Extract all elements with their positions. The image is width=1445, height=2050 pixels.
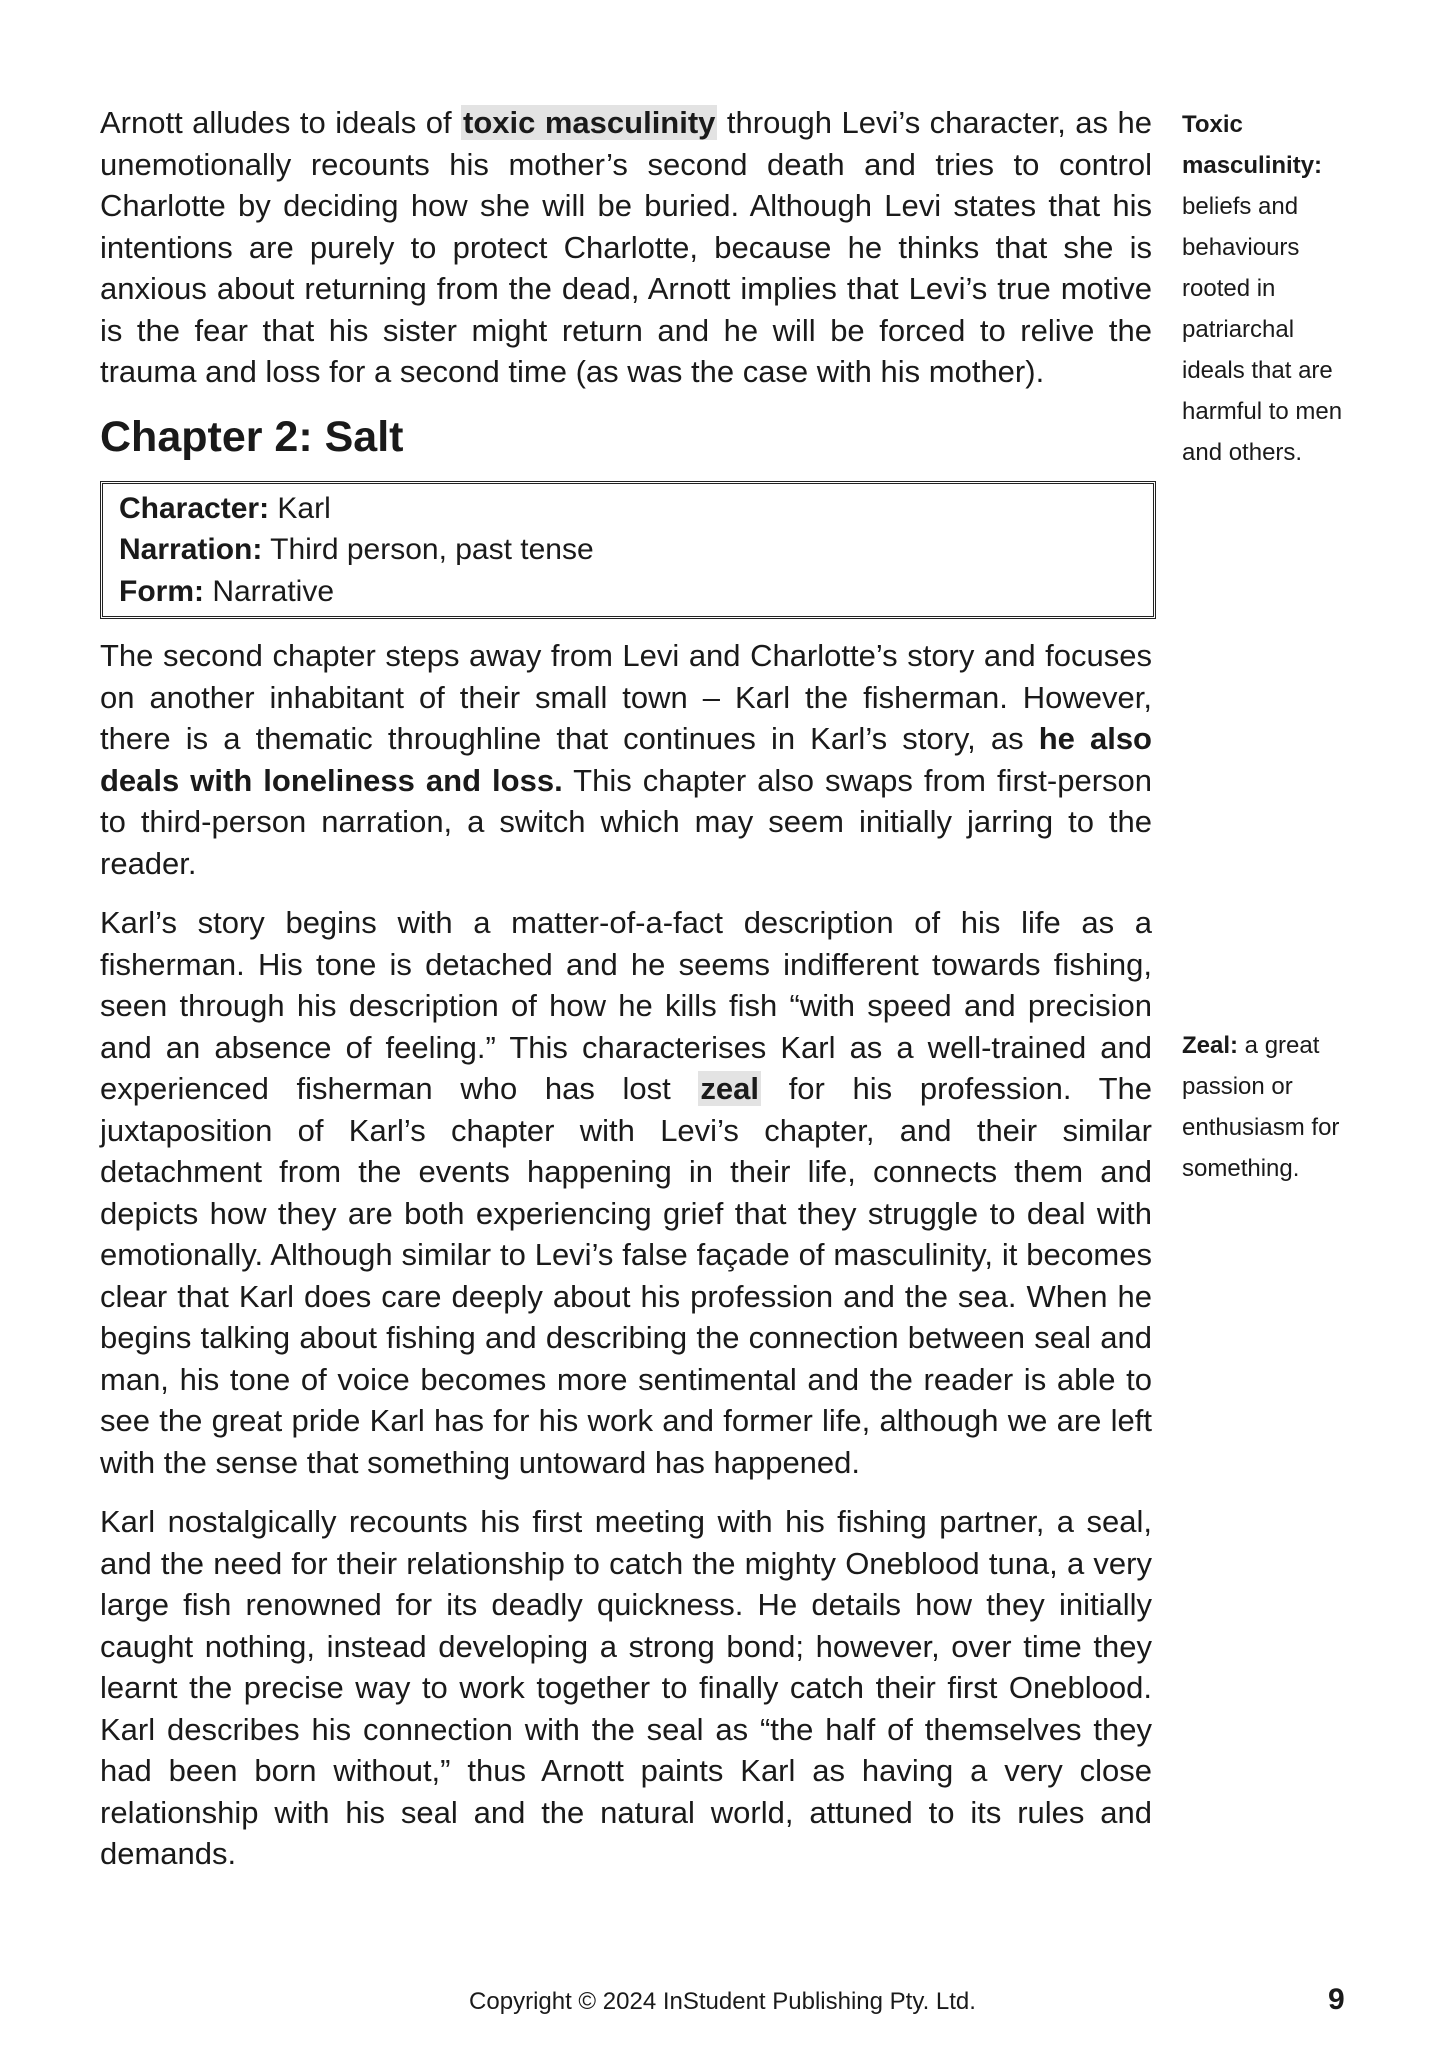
sidenote-zeal: [1182, 1025, 1357, 1189]
info-character: [119, 488, 1137, 530]
sidenote2-definition: a great passion or enthusiasm for something.: [1182, 1032, 1340, 1182]
main-column: [100, 102, 1152, 1893]
para1-after: through Levi’s character, as he unemotionally recounts his mother’s second death and tries to control Charlotte by deciding how she will be buried. Although Levi states that his intentions are purely to protect Charlotte, because he thinks that she is anxious about returning from the dead, Arnott implies that Levi’s true motive is the fear that his sister might return and he will be forced to relive the trauma and loss for a second time (as was the case with his mother).: [100, 105, 1152, 389]
paragraph-karl-story: [100, 902, 1152, 1483]
term-zeal: zeal: [700, 1071, 760, 1106]
term-toxic-masculinity: toxic masculinity: [463, 105, 716, 140]
info-form: [119, 571, 1137, 613]
paragraph-chapter-intro: [100, 635, 1152, 884]
character-value: Karl: [269, 491, 331, 525]
form-value: Narrative: [204, 574, 335, 608]
character-label: Character:: [119, 491, 270, 525]
page-number: 9: [1328, 1983, 1345, 2016]
copyright-footer: Copyright © 2024 InStudent Publishing Pty. Ltd.: [469, 1988, 976, 2015]
para2-before: The second chapter steps away from Levi and Charlotte’s story and focuses on another inhabitant of their small town – Karl the fisherman. However, there is a thematic throughline that continues in Karl’s story, as: [100, 638, 1152, 756]
para3-before: Karl’s story begins with a matter-of-a-fact description of his life as a fisherman. His tone is detached and he seems indifferent towards fishing, seen through his description of how he kills fish “with speed and precision and an absence of feeling.” This characterises Karl as a well-trained and experienced fisherman who has lost: [100, 905, 1152, 1106]
para3-after: for his profession. The juxtaposition of Karl’s chapter with Levi’s chapter, and their similar detachment from the events happening in their life, connects them and depicts how they are both experiencing grief that they struggle to deal with emotionally. Although similar to Levi’s false façade of masculinity, it becomes clear that Karl does care deeply about his profession and the sea. When he begins talking about fishing and describing the connection between seal and man, his tone of voice becomes more sentimental and the reader is able to see the great pride Karl has for his work and former life, although we are left with the sense that something untoward has happened.: [100, 1071, 1152, 1480]
paragraph-levi-masculinity: [100, 102, 1152, 393]
sidenote2-term: Zeal:: [1182, 1032, 1239, 1059]
sidenote-toxic-masculinity: [1182, 104, 1357, 473]
narration-value: Third person, past tense: [262, 533, 594, 566]
info-narration: [119, 529, 1137, 571]
para2-bold: he also deals with loneliness and loss.: [100, 721, 1152, 798]
form-label: Form:: [119, 574, 204, 608]
sidenote1-definition: beliefs and behaviours rooted in patriarchal ideals that are harmful to men and others.: [1182, 193, 1343, 466]
para1-before: Arnott alludes to ideals of: [100, 105, 462, 140]
narration-label: Narration:: [119, 533, 263, 566]
sidenote1-term: Toxic masculinity:: [1182, 111, 1323, 179]
chapter-heading: Chapter 2: Salt: [100, 412, 404, 461]
para2-after: This chapter also swaps from first-person to third-person narration, a switch which may seem initially jarring to the reader.: [100, 762, 1152, 881]
paragraph-seal-partnership: Karl nostalgically recounts his first meeting with his fishing partner, a seal, and the need for their relationship to catch the mighty Oneblood tuna, a very large fish renowned for its deadly quickness. He details how they initially caught nothing, instead developing a strong bond; however, over time they learnt the precise way to work together to finally catch their first Oneblood. Karl describes his connection with the seal as “the half of themselves they had been born without,” thus Arnott paints Karl as having a very close relationship with his seal and the natural world, attuned to its rules and demands.: [100, 1504, 1152, 1871]
chapter-info-box: [100, 481, 1156, 620]
